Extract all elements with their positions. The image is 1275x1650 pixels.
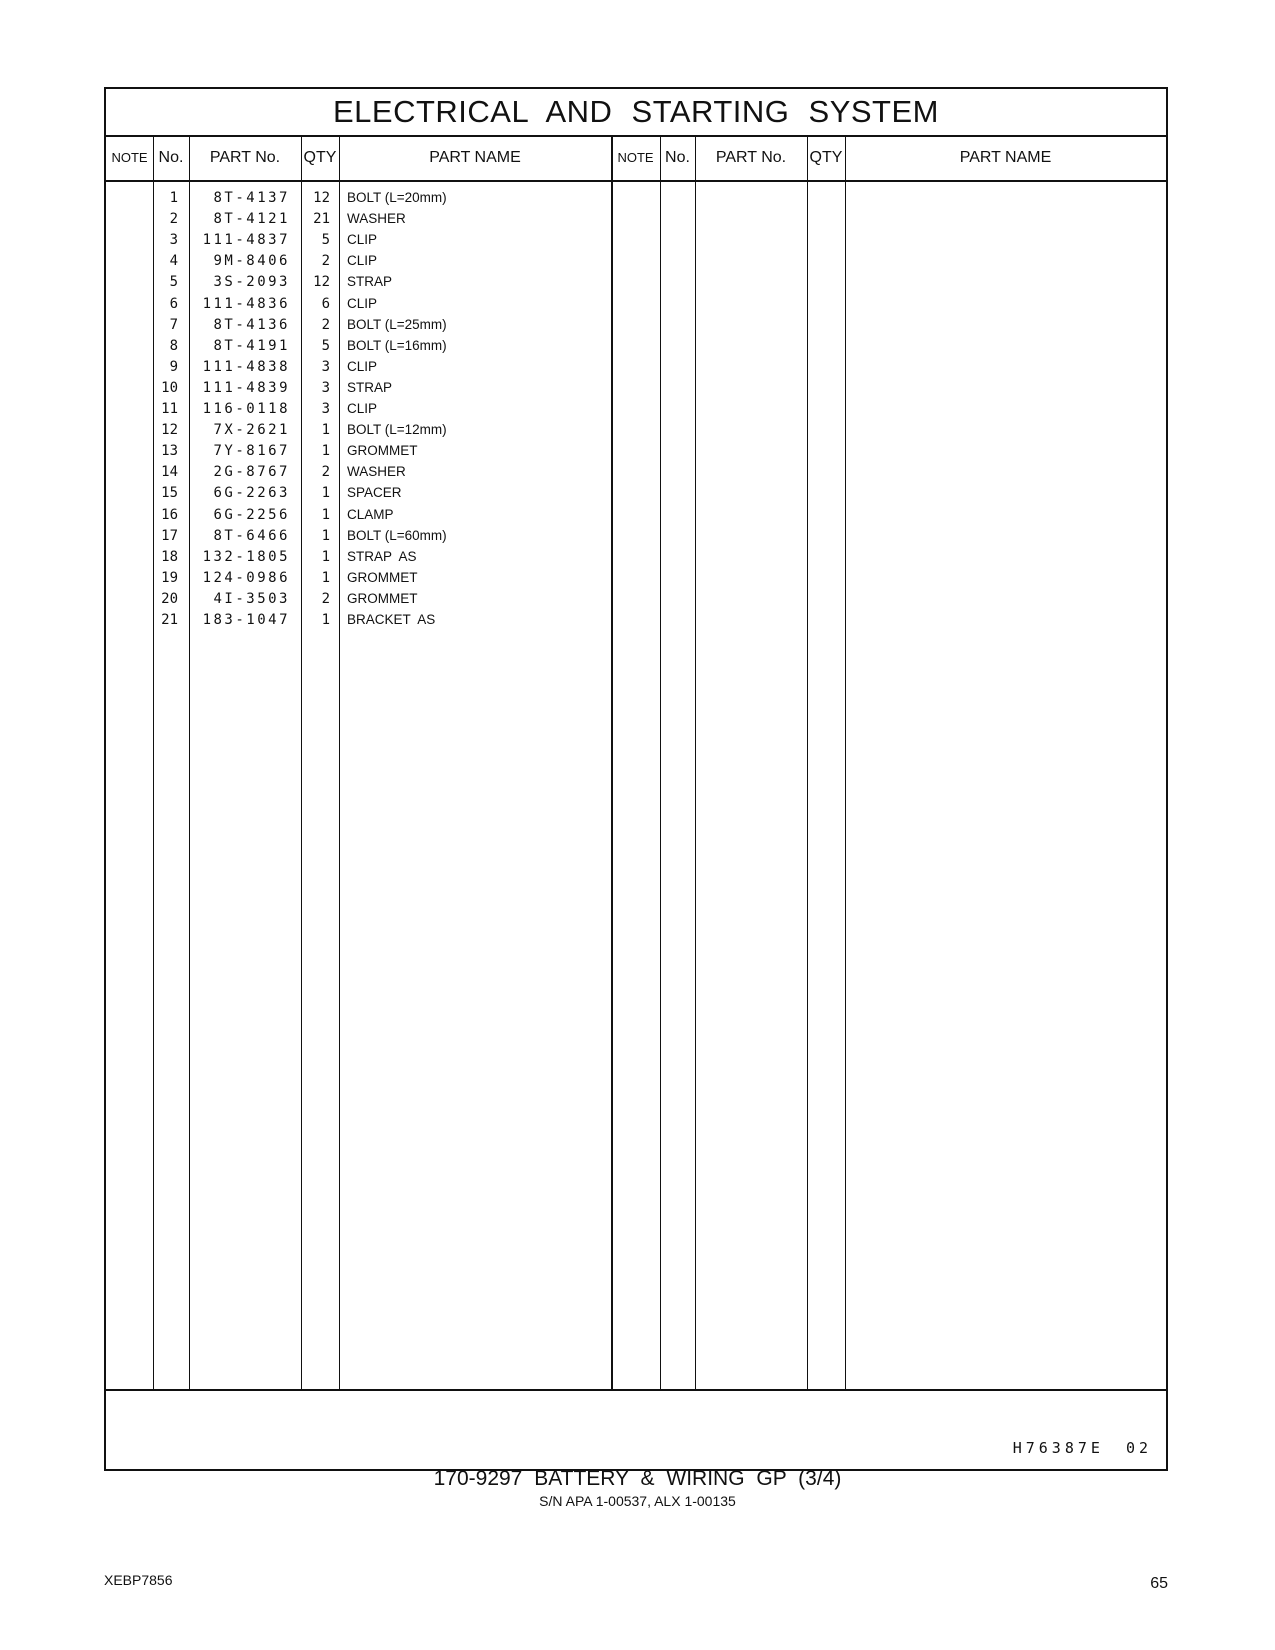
part-number: 183-1047	[202, 612, 290, 628]
quantity: 1	[321, 569, 330, 586]
item-number: 11	[161, 401, 178, 417]
table-row	[106, 356, 611, 378]
part-number: 9M-8406	[213, 253, 290, 270]
part-number: 2G-8767	[213, 464, 290, 481]
column-divider	[807, 135, 808, 1391]
part-name: CLAMP	[347, 506, 394, 522]
item-number: 8	[169, 337, 178, 354]
header-no-right: No.	[665, 148, 690, 166]
part-name: SPACER	[347, 485, 402, 501]
part-number: 7X-2621	[213, 422, 290, 439]
part-number: 111-4838	[202, 358, 290, 375]
table-row	[106, 461, 611, 483]
column-divider-center	[611, 135, 613, 1391]
part-number: 8T-4137	[213, 190, 290, 206]
part-name: CLIP	[347, 232, 378, 248]
quantity: 3	[321, 379, 330, 396]
page-number: 65	[1150, 1575, 1168, 1592]
table-row	[106, 314, 611, 336]
drawing-code	[1013, 1439, 1152, 1457]
quantity: 2	[321, 464, 330, 481]
part-number: 111-4839	[202, 379, 290, 396]
part-number: 111-4837	[202, 232, 290, 249]
header-part-name-right: PART NAME	[959, 148, 1052, 166]
quantity: 1	[321, 612, 330, 628]
quantity: 5	[321, 337, 330, 354]
item-number: 13	[161, 443, 178, 460]
part-name: WASHER	[347, 211, 406, 227]
part-number: 4I-3503	[213, 590, 290, 607]
item-number: 7	[169, 316, 178, 333]
quantity: 12	[313, 190, 330, 206]
part-name: STRAP AS	[347, 548, 417, 564]
table-row	[106, 609, 611, 631]
table-row	[106, 187, 611, 209]
part-number: 8T-4121	[213, 211, 290, 228]
part-number: 132-1805	[202, 548, 290, 565]
header-part-no-right: PART No.	[715, 148, 787, 166]
header-qty: QTY	[303, 148, 337, 166]
quantity: 1	[321, 422, 330, 439]
quantity: 21	[313, 211, 330, 228]
part-name: WASHER	[347, 464, 406, 480]
part-number: 6G-2256	[213, 506, 290, 523]
part-number: 7Y-8167	[213, 443, 290, 460]
part-number: 111-4836	[202, 295, 290, 312]
header-no: No.	[158, 148, 184, 166]
part-number: 8T-4136	[213, 316, 290, 333]
part-number: 116-0118	[202, 401, 290, 417]
item-number: 20	[161, 590, 178, 607]
table-row	[106, 482, 611, 504]
part-name: STRAP	[347, 274, 393, 290]
table-row	[106, 567, 611, 589]
header-qty-right: QTY	[809, 148, 843, 166]
item-number: 16	[161, 506, 178, 523]
table-row	[106, 293, 611, 315]
item-number: 21	[161, 612, 178, 628]
part-name: CLIP	[347, 358, 378, 374]
part-number: 3S-2093	[213, 274, 290, 291]
header-part-name: PART NAME	[429, 148, 521, 166]
quantity: 2	[321, 253, 330, 270]
table-row	[106, 398, 611, 420]
item-number: 19	[161, 569, 178, 586]
part-name: CLIP	[347, 401, 378, 416]
table-row	[106, 419, 611, 441]
quantity: 2	[321, 316, 330, 333]
part-number: 8T-6466	[213, 527, 290, 544]
part-name: BOLT (L=60mm)	[347, 527, 447, 543]
item-number: 14	[161, 464, 178, 481]
item-number: 3	[169, 232, 178, 249]
header-part-no: PART No.	[209, 148, 281, 166]
table-row	[106, 377, 611, 399]
table-footer	[106, 1389, 1166, 1469]
quantity: 1	[321, 548, 330, 565]
item-number: 5	[169, 274, 178, 291]
quantity: 3	[321, 401, 330, 417]
quantity: 1	[321, 506, 330, 523]
part-name: GROMMET	[347, 569, 418, 585]
table-row	[106, 208, 611, 230]
item-number: 9	[169, 358, 178, 375]
table-row	[106, 504, 611, 526]
drawing-code-rev: 02	[1125, 1439, 1152, 1457]
quantity: 1	[321, 485, 330, 502]
item-number: 12	[161, 422, 178, 439]
column-divider	[845, 135, 846, 1391]
section-title: ELECTRICAL AND STARTING SYSTEM	[106, 89, 1166, 137]
part-number: 8T-4191	[213, 337, 290, 354]
table-row	[106, 250, 611, 272]
part-name: BOLT (L=25mm)	[347, 316, 447, 332]
part-name: BOLT (L=16mm)	[347, 337, 447, 353]
item-number: 18	[161, 548, 178, 565]
item-number: 2	[169, 211, 178, 228]
column-divider	[660, 135, 661, 1391]
parts-table-frame	[104, 87, 1168, 1471]
part-name: CLIP	[347, 295, 378, 311]
table-row	[106, 271, 611, 293]
part-name: GROMMET	[347, 590, 418, 606]
item-number: 1	[169, 190, 178, 206]
quantity: 1	[321, 443, 330, 460]
item-number: 4	[169, 253, 178, 270]
drawing-code-id: H76387E	[1012, 1439, 1104, 1457]
header-note: NOTE	[111, 150, 148, 165]
table-row	[106, 546, 611, 568]
table-row	[106, 229, 611, 251]
quantity: 1	[321, 527, 330, 544]
table-row	[106, 335, 611, 357]
group-title: 170-9297 BATTERY & WIRING GP (3/4)	[433, 1467, 842, 1490]
part-number: 6G-2263	[213, 485, 290, 502]
document-code: XEBP7856	[104, 1572, 173, 1588]
table-row	[106, 588, 611, 610]
table-row	[106, 525, 611, 547]
quantity: 12	[313, 274, 330, 291]
quantity: 5	[321, 232, 330, 249]
item-number: 17	[161, 527, 178, 544]
part-name: CLIP	[347, 253, 378, 269]
quantity: 3	[321, 358, 330, 375]
part-name: BOLT (L=12mm)	[347, 422, 447, 438]
table-row	[106, 440, 611, 462]
part-name: BRACKET AS	[347, 612, 436, 627]
item-number: 15	[161, 485, 178, 502]
quantity: 6	[321, 295, 330, 312]
quantity: 2	[321, 590, 330, 607]
item-number: 10	[161, 379, 178, 396]
serial-range: S/N APA 1-00537, ALX 1-00135	[539, 1493, 736, 1509]
column-divider	[695, 135, 696, 1391]
caption	[0, 1467, 1275, 1509]
header-note-right: NOTE	[617, 150, 654, 165]
item-number: 6	[169, 295, 178, 312]
part-name: GROMMET	[347, 443, 418, 459]
part-name: STRAP	[347, 379, 393, 395]
part-name: BOLT (L=20mm)	[347, 190, 447, 205]
part-number: 124-0986	[202, 569, 290, 586]
